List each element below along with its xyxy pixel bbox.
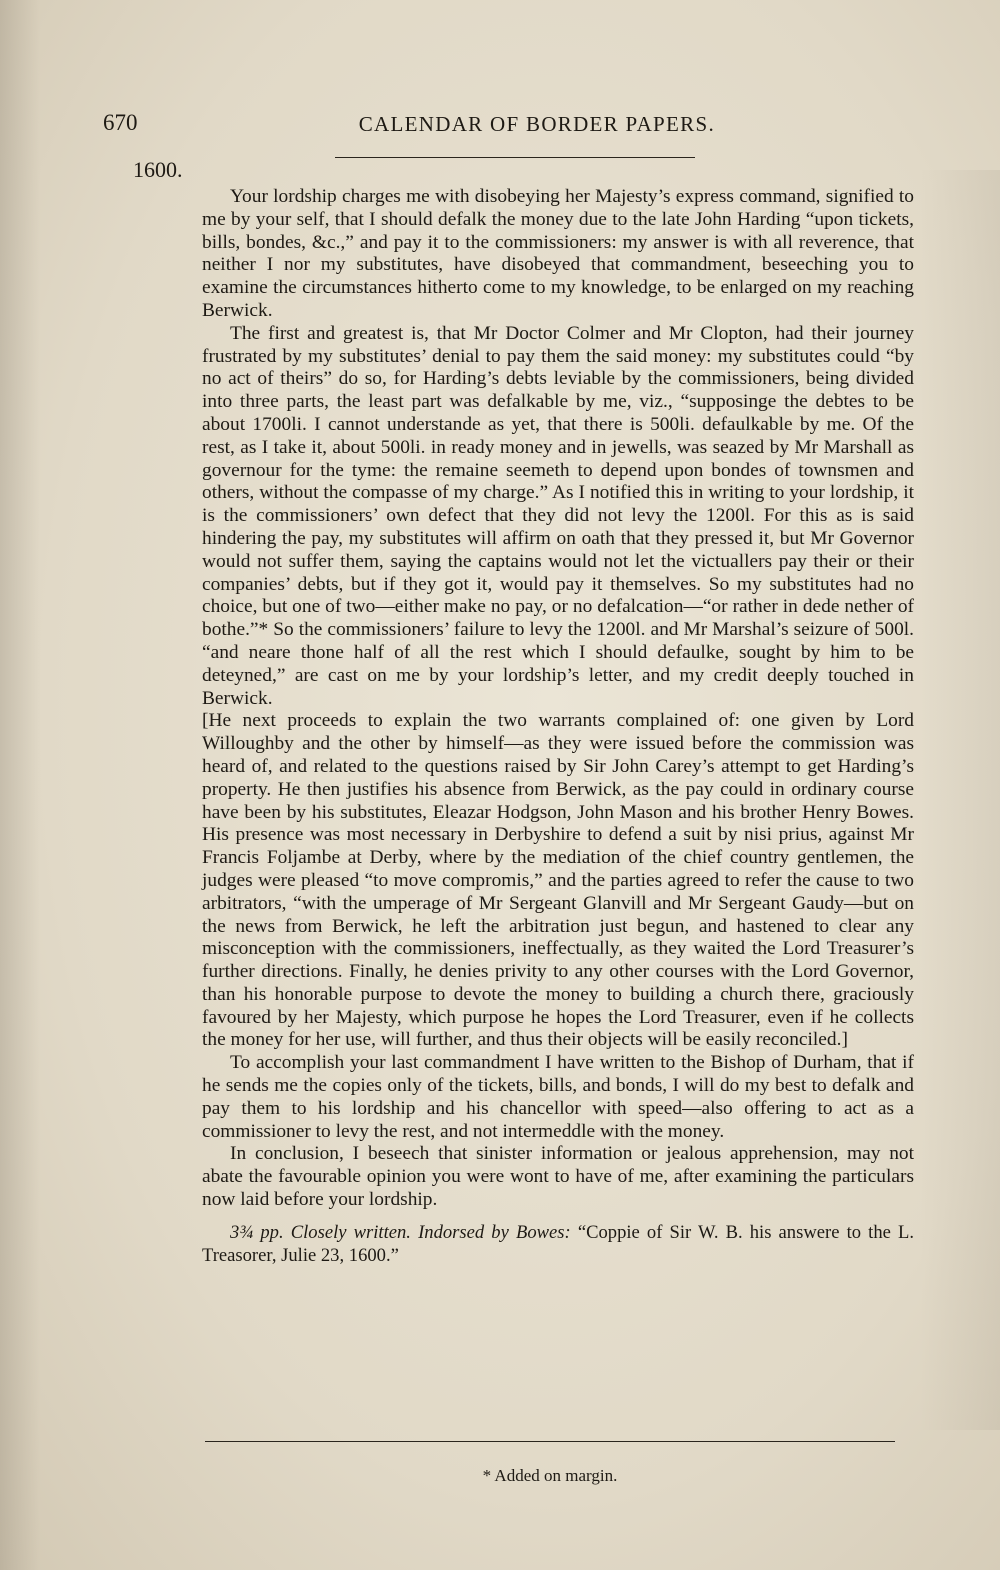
footnote: * Added on margin. <box>482 1466 618 1485</box>
header-rule <box>335 157 695 158</box>
footnote-rule <box>205 1441 895 1442</box>
show-through-shadow <box>920 170 1000 1430</box>
page-edge-shadow <box>0 0 40 1570</box>
page-header <box>103 110 715 146</box>
page-number: 670 <box>103 110 138 135</box>
paragraph: Your lordship charges me with disobeying her Majesty’s express command, signified to me by your self, that I should defalk the money due to the late John Harding “upon tickets, bills, bondes, &c.,” and pay it to the commissioners: my answer is with all reverence, that neither I nor my substitutes, have disobeyed that commandment, beseeching you to examine the circumstances hitherto come to my knowledge, to be enlarged on my reaching Berwick. <box>202 186 914 321</box>
running-title: CALENDAR OF BORDER PAPERS. <box>358 112 715 136</box>
paragraph: To accomplish your last commandment I have written to the Bishop of Durham, that if he sends me the copies only of the tickets, bills, and bonds, I will do my best to defalk and pay them to his lordship and his chancellor with speed—also offering to act as a commissioner to levy the rest, and not intermeddle with the money. <box>202 1052 914 1142</box>
year-margin-label: 1600. <box>133 157 183 182</box>
indorsed-by: Indorsed by Bowes: <box>418 1221 571 1243</box>
letter-body <box>202 186 914 1267</box>
endorsement-text: “Coppie of Sir W. B. his answere to the L. Treasorer, Julie 23, 1600.” <box>202 1221 914 1266</box>
endorsement-note <box>202 1222 914 1268</box>
page-count: 3¾ pp. <box>230 1221 284 1243</box>
paragraph: In conclusion, I beseech that sinister information or jealous apprehension, may not abate the favourable opinion you were wont to have of me, after examining the particulars now laid before your lordship. <box>202 1143 914 1211</box>
written-note: Closely written. <box>290 1221 411 1243</box>
paragraph: [He next proceeds to explain the two warrants complained of: one given by Lord Willoughby and the other by himself—as they were issued before the commission was heard of, and related to the questions raised by Sir John Carey’s attempt to get Harding’s property. He then justifies his absence from Berwick, as the pay could in ordinary course have been by his substitutes, Eleazar Hodgson, John Mason and his brother Henry Bowes. His presence was most necessary in Derbyshire to defend a suit by nisi prius, against Mr Francis Foljambe at Derby, where by the mediation of the chief country gentlemen, the judges were pleased “to move compromis,” and the parties agreed to refer the cause to two arbitrators, “with the umperage of Mr Sergeant Glanvill and Mr Sergeant Gaudy—but on the news from Berwick, he left the arbitration just begun, and hastened to clear any misconception with the commissioners, ineffectually, as they waited the Lord Treasurer’s further directions. Finally, he denies privity to any other courses with the Lord Governor, than his honorable purpose to devote the money to building a church there, graciously favoured by her Majesty, which purpose he hopes the Lord Treasurer, even if he collects the money for her use, will further, and thus their objects will be easily reconciled.] <box>202 710 914 1051</box>
paragraph: The first and greatest is, that Mr Doctor Colmer and Mr Clopton, had their journey frustrated by my substitutes’ denial to pay them the said money: my substitutes could “by no act of theirs” do so, for Harding’s debts leviable by the commissioners, being divided into three parts, the least part was defalkable by me, viz., “supposinge the debtes to be about 1700li. I cannot understande as yet, that there is 500li. defaulkable by me. Of the rest, as I take it, about 500li. in ready money and in jewells, was seazed by Mr Marshall as governour for the tyme: the remaine seemeth to depend upon bondes of townsmen and others, without the compasse of my charge.” As I notified this in writing to your lordship, it is the commissioners’ own defect that they did not levy the 1200l. For this as is said hindering the pay, my substitutes will affirm on oath that they pressed it, but Mr Governor would not suffer them, saying the captains would not let the victuallers pay their or their companies’ debts, but if they got it, would pay it themselves. So my substitutes had no choice, but one of two—either make no pay, or no defalcation—“or rather in dede nether of bothe.”* So the commissioners’ failure to levy the 1200l. and Mr Marshal’s seizure of 500l. “and neare thone half of all the rest which I should defaulke, sought by him to be deteyned,” are cast on me by your lordship’s letter, and my credit deeply touched in Berwick. <box>202 322 914 709</box>
